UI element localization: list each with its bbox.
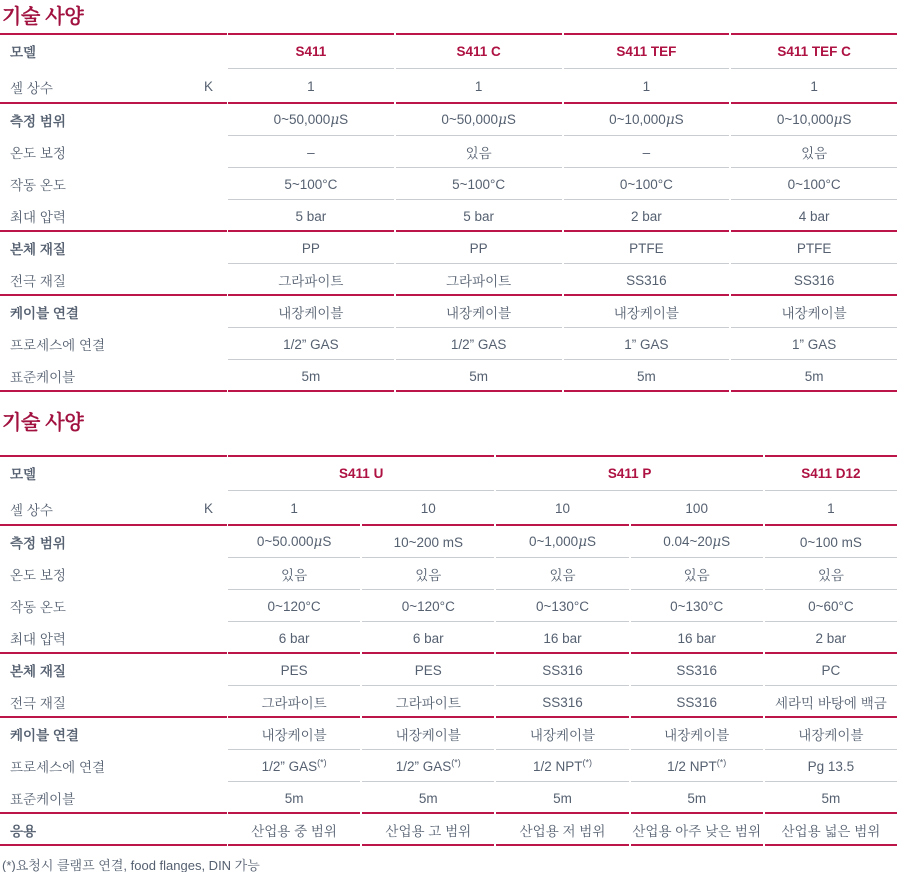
value-cell: 0~100°C — [730, 168, 898, 200]
datasheet-page — [0, 7, 900, 872]
divider — [228, 33, 394, 35]
value-cell: 산업용 넓은 범위 — [764, 814, 898, 846]
footnote: (*)요청시 클램프 연결, food flanges, DIN 가능 — [2, 858, 260, 872]
value-cell: 1/2” GAS(*) — [361, 750, 495, 782]
model-column-header: S411 — [227, 33, 395, 69]
value-cell: SS316 — [495, 654, 629, 686]
value-cell: 6 bar — [227, 622, 361, 654]
row-label: 셀 상수 K — [0, 491, 227, 526]
value-cell: 100 — [630, 491, 764, 526]
divider — [0, 390, 227, 392]
value-cell: 0~100°C — [563, 168, 731, 200]
value-cell: PES — [361, 654, 495, 686]
value-cell: – — [227, 136, 395, 168]
value-cell: PP — [227, 232, 395, 264]
divider — [765, 844, 897, 846]
divider — [496, 844, 628, 846]
value-cell: 내장케이블 — [730, 296, 898, 328]
micro-symbol: μ — [833, 112, 843, 128]
value-cell: 0~10,000μS — [563, 104, 731, 136]
spec-row — [0, 264, 898, 296]
micro-symbol: μ — [330, 112, 340, 128]
value-cell: 1 — [227, 491, 361, 526]
value-cell: 1 — [395, 69, 563, 104]
divider — [396, 33, 562, 35]
row-label: 전극 재질 — [0, 264, 227, 296]
value-cell: SS316 — [630, 686, 764, 718]
value-cell: 5m — [764, 782, 898, 814]
value-cell: 1 — [730, 69, 898, 104]
model-column-header: S411 TEF C — [730, 33, 898, 69]
unit-label: K — [203, 79, 213, 94]
value-cell: 그라파이트 — [227, 686, 361, 718]
value-cell: 10 — [495, 491, 629, 526]
model-column-header: S411 TEF — [563, 33, 731, 69]
value-cell: 4 bar — [730, 200, 898, 232]
value-cell: 내장케이블 — [495, 718, 629, 750]
value-cell: – — [563, 136, 731, 168]
value-cell: 6 bar — [361, 622, 495, 654]
model-column-header: S411 P — [495, 455, 763, 491]
divider — [731, 33, 897, 35]
value-cell: 있음 — [630, 558, 764, 590]
spec-row — [0, 814, 898, 846]
value-cell: 1 — [563, 69, 731, 104]
row-label: 측정 범위 — [10, 536, 66, 551]
row-label: 최대 압력 — [0, 200, 227, 232]
value-cell: 1 — [227, 69, 395, 104]
value-cell: 산업용 중 범위 — [227, 814, 361, 846]
divider — [496, 455, 762, 457]
value-cell: 있음 — [361, 558, 495, 590]
row-label: 온도 보정 — [10, 568, 66, 583]
model-row-label: 모델 — [0, 33, 227, 69]
spec-row — [0, 491, 898, 526]
value-cell: 0~120°C — [227, 590, 361, 622]
divider — [0, 33, 227, 35]
row-label: 온도 보정 — [10, 146, 66, 161]
spec-row — [0, 232, 898, 264]
row-label: 프로세스에 연결 — [10, 338, 106, 353]
model-header-row — [0, 455, 898, 491]
footnote-marker: (*) — [317, 757, 327, 767]
unit-label: K — [203, 501, 213, 516]
value-cell: 0~130°C — [630, 590, 764, 622]
row-label: 전극 재질 — [0, 686, 227, 718]
spec-row — [0, 104, 898, 136]
value-cell: 0~50,000μS — [227, 104, 395, 136]
spec-row — [0, 328, 898, 360]
value-cell: 1/2 NPT(*) — [495, 750, 629, 782]
value-cell: SS316 — [495, 686, 629, 718]
value-cell: PTFE — [730, 232, 898, 264]
row-label: 작동 온도 — [10, 178, 66, 193]
micro-symbol: μ — [712, 534, 722, 550]
value-cell: 세라믹 바탕에 백금 — [764, 686, 898, 718]
divider — [564, 33, 730, 35]
value-cell: 5m — [730, 360, 898, 392]
value-cell: 내장케이블 — [764, 718, 898, 750]
row-label: 응용 — [0, 814, 227, 846]
value-cell: 5m — [227, 782, 361, 814]
spec-row — [0, 69, 898, 104]
divider — [631, 844, 763, 846]
row-label: 프로세스에 연결 — [10, 760, 106, 775]
spec-row — [0, 558, 898, 590]
value-cell: PC — [764, 654, 898, 686]
value-cell: 0~120°C — [361, 590, 495, 622]
value-cell: SS316 — [563, 264, 731, 296]
footnote-marker: (*) — [451, 757, 461, 767]
value-cell: 있음 — [495, 558, 629, 590]
spec-row — [0, 168, 898, 200]
spec-row — [0, 622, 898, 654]
value-cell: 내장케이블 — [395, 296, 563, 328]
value-cell: 5 bar — [227, 200, 395, 232]
spec-row — [0, 590, 898, 622]
value-cell: 산업용 고 범위 — [361, 814, 495, 846]
divider — [228, 844, 360, 846]
value-cell: 내장케이블 — [227, 296, 395, 328]
spec-row — [0, 296, 898, 328]
value-cell: 그라파이트 — [395, 264, 563, 296]
value-cell: 0~50,000μS — [395, 104, 563, 136]
row-label: 최대 압력 — [0, 622, 227, 654]
value-cell: 5m — [495, 782, 629, 814]
spec-row — [0, 686, 898, 718]
micro-symbol: μ — [498, 112, 507, 128]
value-cell: 0.04~20μS — [630, 526, 764, 558]
row-label: 본체 재질 — [10, 242, 66, 257]
model-column-header: S411 D12 — [764, 455, 898, 491]
spec-table-2 — [0, 455, 898, 846]
model-header-row — [0, 33, 898, 69]
value-cell: 0~100 mS — [764, 526, 898, 558]
spec-table-1 — [0, 33, 898, 392]
value-cell: 2 bar — [764, 622, 898, 654]
page-title: 기술 사양 — [2, 6, 84, 28]
value-cell: 그라파이트 — [361, 686, 495, 718]
value-cell: 5 bar — [395, 200, 563, 232]
value-cell: 16 bar — [630, 622, 764, 654]
footnote-marker: (*) — [582, 757, 592, 767]
divider — [731, 390, 897, 392]
spec-row — [0, 136, 898, 168]
value-cell: 있음 — [227, 558, 361, 590]
value-cell: 내장케이블 — [563, 296, 731, 328]
divider — [396, 390, 562, 392]
value-cell: 있음 — [395, 136, 563, 168]
row-label: 케이블 연결 — [10, 306, 79, 321]
row-label: 본체 재질 — [10, 664, 66, 679]
value-cell: 0~10,000μS — [730, 104, 898, 136]
value-cell: 1 — [764, 491, 898, 526]
value-cell: PTFE — [563, 232, 731, 264]
value-cell: 5~100°C — [395, 168, 563, 200]
model-column-header: S411 C — [395, 33, 563, 69]
value-cell: 0~50.000μS — [227, 526, 361, 558]
value-cell: 5~100°C — [227, 168, 395, 200]
row-label: 케이블 연결 — [10, 728, 79, 743]
value-cell: 그라파이트 — [227, 264, 395, 296]
value-cell: 있음 — [764, 558, 898, 590]
value-cell: 내장케이블 — [630, 718, 764, 750]
divider — [228, 390, 394, 392]
divider — [362, 844, 494, 846]
divider — [0, 844, 227, 846]
value-cell: 0~130°C — [495, 590, 629, 622]
spec-row — [0, 360, 898, 392]
value-cell: 산업용 저 범위 — [495, 814, 629, 846]
row-label: 표준케이블 — [0, 782, 227, 814]
spec-row — [0, 200, 898, 232]
value-cell: 0~1,000μS — [495, 526, 629, 558]
micro-symbol: μ — [313, 534, 323, 550]
divider — [564, 390, 730, 392]
page-title-2: 기술 사양 — [2, 412, 84, 434]
value-cell: 0~60°C — [764, 590, 898, 622]
spec-row — [0, 750, 898, 782]
value-cell: 16 bar — [495, 622, 629, 654]
value-cell: 2 bar — [563, 200, 731, 232]
value-cell: 1” GAS — [730, 328, 898, 360]
value-cell: 5m — [227, 360, 395, 392]
value-cell: SS316 — [630, 654, 764, 686]
row-label: 작동 온도 — [10, 600, 66, 615]
divider — [765, 455, 897, 457]
value-cell: 10 — [361, 491, 495, 526]
value-cell: SS316 — [730, 264, 898, 296]
micro-symbol: μ — [578, 534, 587, 550]
model-row-label: 모델 — [0, 455, 227, 491]
value-cell: 5m — [361, 782, 495, 814]
spec-row — [0, 654, 898, 686]
spec-row — [0, 782, 898, 814]
footnote-marker: (*) — [716, 757, 727, 767]
value-cell: 1/2” GAS — [227, 328, 395, 360]
value-cell: 1” GAS — [563, 328, 731, 360]
value-cell: 내장케이블 — [361, 718, 495, 750]
value-cell: 10~200 mS — [361, 526, 495, 558]
value-cell: 5m — [630, 782, 764, 814]
value-cell: PP — [395, 232, 563, 264]
value-cell: 1/2 NPT(*) — [630, 750, 764, 782]
value-cell: 1/2” GAS — [395, 328, 563, 360]
divider — [228, 455, 494, 457]
value-cell: 5m — [563, 360, 731, 392]
micro-symbol: μ — [665, 112, 675, 128]
value-cell: 산업용 아주 낮은 범위 — [630, 814, 764, 846]
value-cell: PES — [227, 654, 361, 686]
spec-row — [0, 718, 898, 750]
value-cell: 내장케이블 — [227, 718, 361, 750]
row-label: 측정 범위 — [10, 114, 66, 129]
row-label: 표준케이블 — [0, 360, 227, 392]
model-column-header: S411 U — [227, 455, 495, 491]
divider — [0, 455, 227, 457]
value-cell: 1/2” GAS(*) — [227, 750, 361, 782]
spec-row — [0, 526, 898, 558]
value-cell: 5m — [395, 360, 563, 392]
value-cell: 있음 — [730, 136, 898, 168]
value-cell: Pg 13.5 — [764, 750, 898, 782]
row-label: 셀 상수 K — [0, 69, 227, 104]
